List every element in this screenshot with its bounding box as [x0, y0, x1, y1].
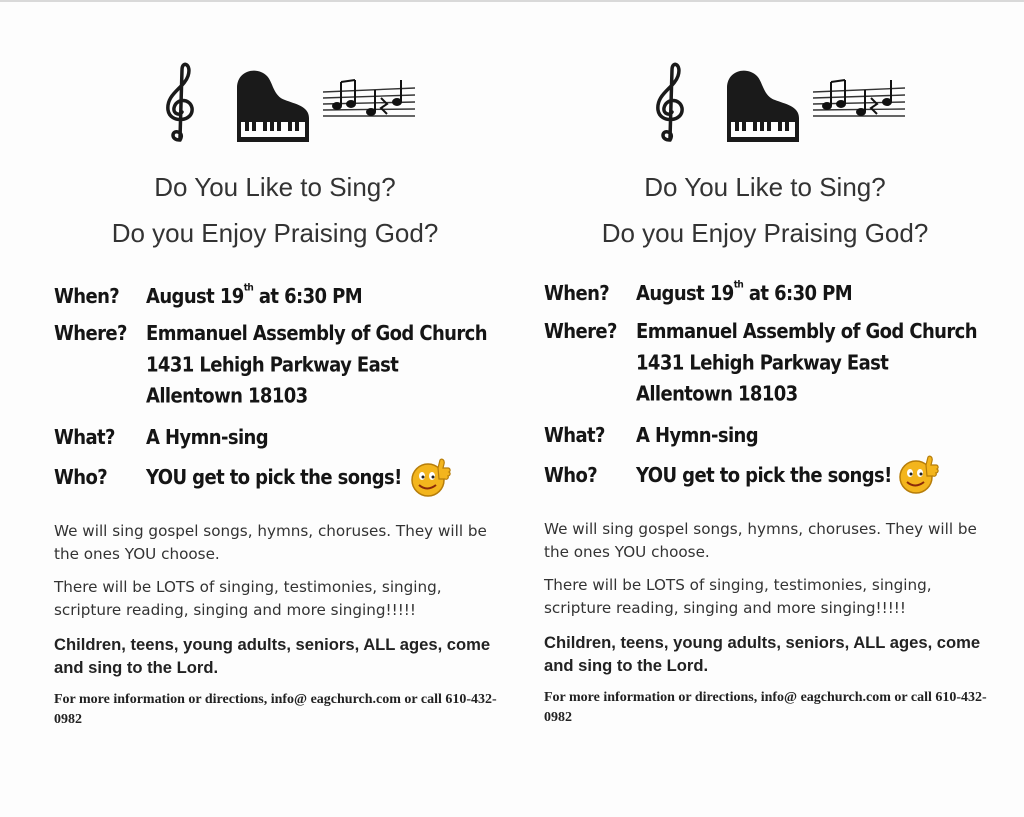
- when-label: When?: [54, 285, 120, 309]
- when-time: at 6:30 PM: [743, 282, 853, 306]
- when-date: August 19: [146, 285, 244, 309]
- who-label: Who?: [544, 464, 598, 488]
- when-row: [54, 282, 514, 319]
- when-date-suffix: th: [733, 279, 744, 291]
- who-value: YOU get to pick the songs!: [636, 464, 892, 488]
- when-value: [146, 282, 363, 309]
- who-label: Who?: [54, 466, 108, 490]
- paragraph-singing: There will be LOTS of singing, testimonies, singing, scripture reading, singing and more singing!!!!!: [544, 576, 932, 617]
- where-label: Where?: [54, 322, 127, 346]
- where-line-city: Allentown 18103: [146, 384, 308, 409]
- what-row: [544, 424, 1004, 458]
- where-line-street: 1431 Lehigh Parkway East: [636, 351, 889, 375]
- what-label: What?: [54, 426, 115, 450]
- what-value: A Hymn-sing: [146, 426, 269, 450]
- music-staff-icon: [813, 76, 905, 122]
- paragraph-songs: We will sing gospel songs, hymns, choruses. They will be the ones YOU choose.: [544, 520, 977, 561]
- title-enjoy-praising: Do you Enjoy Praising God?: [111, 218, 439, 248]
- when-date-suffix: th: [243, 282, 254, 294]
- when-value: [636, 279, 853, 306]
- when-label: When?: [544, 282, 610, 306]
- paragraph-singing: There will be LOTS of singing, testimonies, singing, scripture reading, singing and more singing!!!!!: [54, 578, 442, 619]
- treble-clef-icon: [650, 62, 690, 142]
- grand-piano-icon: [233, 66, 313, 142]
- music-staff-icon: [323, 76, 415, 122]
- what-label: What?: [544, 424, 605, 448]
- title-enjoy-praising: Do you Enjoy Praising God?: [601, 218, 929, 248]
- when-time: at 6:30 PM: [253, 285, 363, 309]
- where-line-church: Emmanuel Assembly of God Church: [636, 320, 977, 344]
- where-line-street: 1431 Lehigh Parkway East: [146, 353, 399, 377]
- grand-piano-icon: [723, 66, 803, 142]
- flyer-right: [530, 0, 1000, 817]
- where-line-church: Emmanuel Assembly of God Church: [146, 322, 487, 346]
- who-value: YOU get to pick the songs!: [146, 466, 402, 490]
- where-line-city: Allentown 18103: [636, 382, 798, 407]
- paragraph-songs: We will sing gospel songs, hymns, choruses. They will be the ones YOU choose.: [54, 522, 487, 563]
- thumbs-up-smiley-icon: [896, 455, 940, 495]
- paragraph-all-ages: Children, teens, young adults, seniors, ALL ages, come and sing to the Lord.: [544, 633, 981, 675]
- thumbs-up-smiley-icon: [408, 458, 452, 498]
- title-like-to-sing: Do You Like to Sing?: [644, 172, 886, 202]
- paragraph-all-ages: Children, teens, young adults, seniors, ALL ages, come and sing to the Lord.: [54, 635, 491, 677]
- where-row: [54, 322, 514, 423]
- where-label: Where?: [544, 320, 617, 344]
- title-like-to-sing: Do You Like to Sing?: [154, 172, 396, 202]
- flyer-left: [40, 0, 510, 817]
- what-value: A Hymn-sing: [636, 424, 759, 448]
- where-row: [544, 320, 1004, 421]
- when-date: August 19: [636, 282, 734, 306]
- when-row: [544, 279, 1004, 316]
- contact-info: For more information or directions, info@ eagchurch.com or call 610-432-0982: [544, 690, 987, 725]
- contact-info: For more information or directions, info@ eagchurch.com or call 610-432-0982: [54, 692, 497, 727]
- what-row: [54, 426, 514, 460]
- treble-clef-icon: [160, 62, 200, 142]
